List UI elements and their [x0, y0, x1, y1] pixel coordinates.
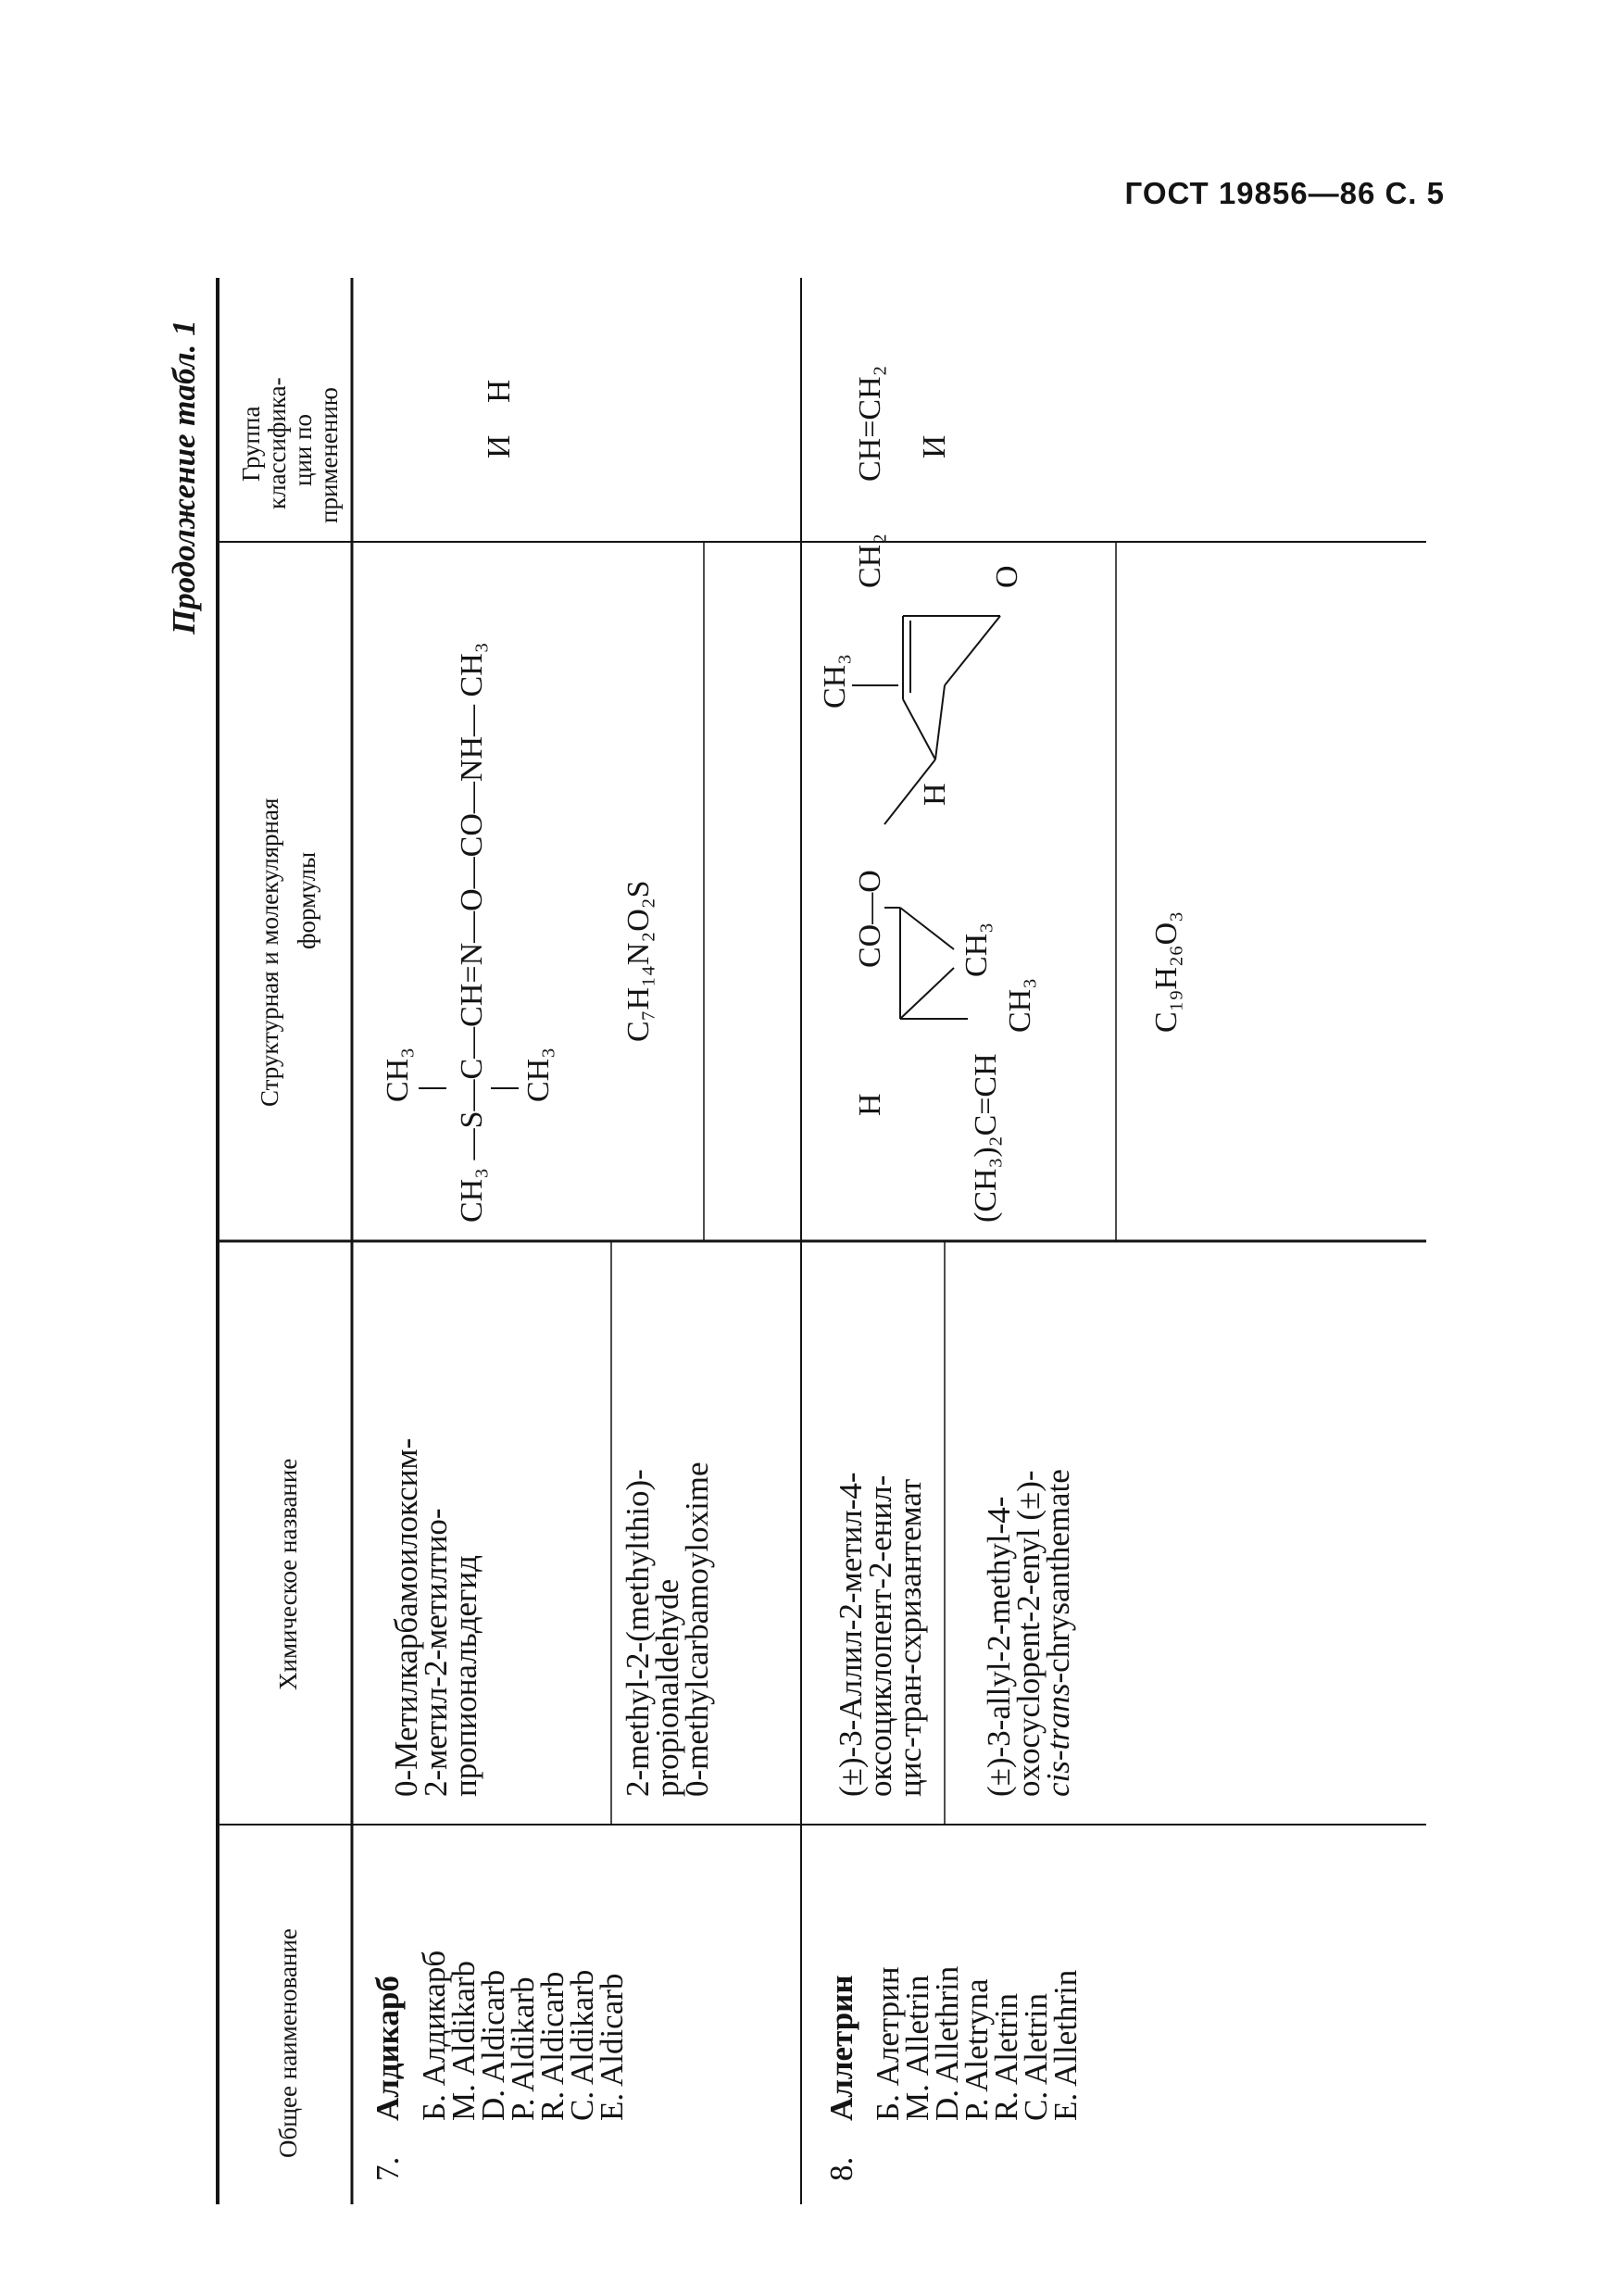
- row7-chem-en-1: 2-methyl-2-(methylthio)-: [620, 1469, 656, 1797]
- header-group-l3: ции по: [289, 413, 317, 486]
- row8-formula-h1: H: [853, 1093, 887, 1116]
- row8-synonym-1: Б. Алетрин: [870, 1966, 906, 2121]
- header-common-name: Общее наименование: [274, 1928, 302, 2158]
- row8-chem-ru-1: (±)-3-Аллил-2-метил-4-: [833, 1472, 869, 1797]
- row8-bond-ring-right: [945, 616, 1000, 685]
- row7-group-1: И: [481, 434, 517, 458]
- row7-chem-ru-2: 2-метил-2-метилтио-: [418, 1508, 454, 1797]
- row8-synonym-4: P. Aletryna: [959, 1978, 995, 2121]
- row8-formula-ch2: CH₂: [853, 533, 887, 588]
- row7-formula-ch3-top: CH₃: [381, 1047, 415, 1102]
- header-group-l1: Группа: [237, 406, 265, 482]
- page-header: ГОСТ 19856—86 С. 5: [1124, 176, 1445, 210]
- row8-group-1: И: [916, 434, 952, 458]
- row8-formula-ch3-right: CH₃: [959, 922, 994, 977]
- row8-formula-ch3-top: CH₃: [818, 653, 852, 709]
- row7-chem-en-3: 0-methylcarbamoyloxime: [679, 1462, 715, 1797]
- row8-synonym-2: М. Alletrin: [899, 1975, 935, 2121]
- header-chemical-name: Химическое название: [274, 1458, 302, 1690]
- row7-synonym-4: P. Aldikarb: [505, 1976, 541, 2121]
- row7-synonym-6: C. Aldikarb: [564, 1969, 600, 2121]
- row8-name: Аллетрин: [823, 1975, 859, 2121]
- row8-chem-en-2: oxocyclopent-2-enyl (±)-: [1010, 1470, 1047, 1797]
- header-group-l2: классифика-: [263, 377, 291, 509]
- row8-formula-vinyl: CH=CH₂: [853, 365, 887, 482]
- rotated-table-svg: [130, 278, 1445, 2204]
- row7-chem-en-2: propionaldehyde: [649, 1578, 685, 1797]
- row8-chem-ru-3: цис-тран-схризантемат: [892, 1478, 928, 1797]
- row7-molecular-formula: C₇H₁₄N₂O₂S: [621, 880, 656, 1042]
- row7-formula-ch3-bottom: CH₃: [521, 1047, 556, 1102]
- row8-bond-ring-left: [903, 699, 935, 759]
- row8-formula-chain: (CH₃)₂C=CH: [969, 1053, 1003, 1223]
- continuation-title: Продолжение табл. 1: [166, 320, 202, 634]
- header-formula-l1: Структурная и молекулярная: [256, 797, 283, 1107]
- row8-chem-ru-2: оксоциклопент-2-енил-: [862, 1474, 898, 1797]
- row8-molecular-formula: C₁₉H₂₆O₃: [1149, 910, 1184, 1033]
- rotated-table-area: [130, 278, 1445, 2204]
- row7-synonym-3: D. Aldicarb: [475, 1969, 511, 2121]
- row8-chem-en-rest: -chrysanthemate: [1040, 1469, 1076, 1684]
- row8-number: 8.: [823, 2156, 859, 2181]
- row8-bond-ring-1: [900, 908, 954, 949]
- row8-synonym-5: R. Aletrin: [988, 1992, 1024, 2121]
- allethrin-structure: [818, 366, 1037, 1223]
- header-group-l4: применению: [315, 387, 343, 523]
- row8-chem-en-italic: cis-trans: [1040, 1683, 1076, 1797]
- row7-synonym-5: R. Aldicarb: [534, 1971, 570, 2121]
- row7-synonym-7: E. Aldicarb: [594, 1973, 630, 2121]
- header-formula-l2: формулы: [293, 851, 320, 949]
- row8-formula-ketone-o: O: [990, 565, 1024, 588]
- row7-chem-ru-3: пропиональдегид: [447, 1555, 483, 1797]
- row7-chem-ru-1: 0-Метилкарбамоилоксим-: [388, 1437, 424, 1797]
- row7-formula-main: CH₃ —S—C—CH=N—O—CO—NH— CH₃: [455, 642, 489, 1223]
- row8-chem-en-3: [1040, 1469, 1076, 1797]
- row8-chem-en-1: (±)-3-allyl-2-methyl-4-: [981, 1496, 1017, 1797]
- row7-number: 7.: [370, 2156, 406, 2181]
- row7-synonym-1: Б. Алдикарб: [416, 1950, 452, 2121]
- row7-group-2: Н: [481, 379, 517, 403]
- row8-formula-h2: H: [918, 783, 952, 806]
- row8-synonym-7: E. Allethrin: [1047, 1969, 1084, 2121]
- row8-formula-ch3-left: CH₃: [1003, 977, 1037, 1033]
- row7-synonym-2: М. Aldikarb: [445, 1960, 482, 2121]
- row8-bond-ring-bottom: [935, 685, 945, 759]
- row8-synonym-6: C. Aletrin: [1018, 1992, 1054, 2121]
- row8-synonym-3: D. Allethrin: [929, 1965, 965, 2121]
- row7-name: Алдикарб: [370, 1976, 406, 2121]
- row8-formula-coo: CO—O: [853, 870, 887, 968]
- row8-bond-ring-2: [900, 968, 954, 1019]
